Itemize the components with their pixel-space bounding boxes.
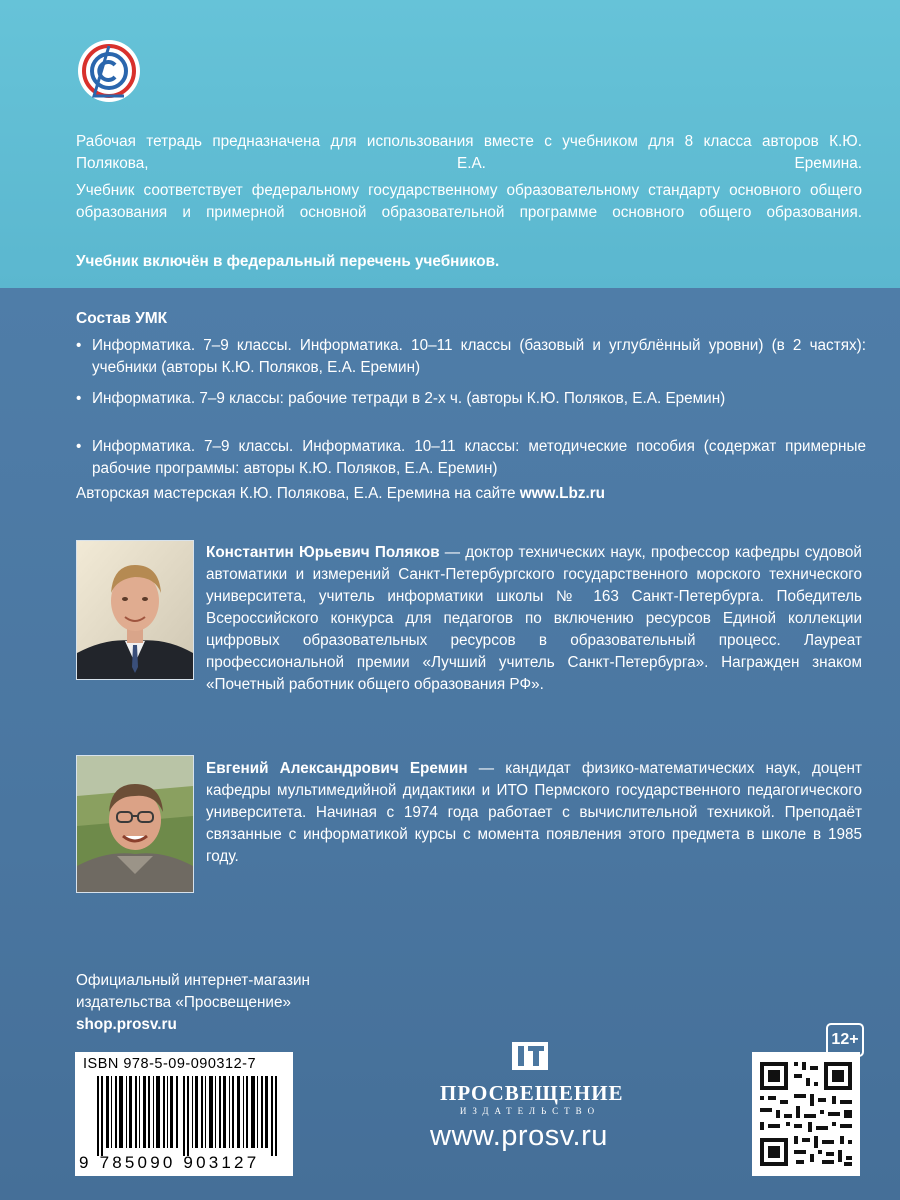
umk-item [76, 335, 866, 379]
publisher-subtitle: ИЗДАТЕЛЬСТВО [459, 1106, 601, 1116]
qr-code[interactable] [752, 1052, 860, 1176]
intro-paragraph-1: Рабочая тетрадь предназначена для использования вместе с учебником для 8 класса авторов К.Ю. Полякова, Е.А. Еремина. [76, 133, 862, 172]
author-site-link[interactable]: www.Lbz.ru [519, 485, 606, 502]
author-bio-eremin [206, 758, 862, 868]
shop-line-2: издательства «Просвещение» [76, 994, 291, 1011]
author-name: Константин Юрьевич Поляков [206, 544, 440, 561]
umk-item-text: Информатика. 7–9 классы. Информатика. 10–11 классы: методические пособия (содержат примерные рабочие программы: авторы К.Ю. Поляков, Е.А. Еремин) [92, 438, 866, 477]
shop-url[interactable]: shop.prosv.ru [76, 1016, 177, 1033]
intro-paragraph-2: Учебник соответствует федеральному государственному образовательному стандарту основного общего образования и примерной основной образовательной программе основного общего образования. [76, 182, 862, 221]
author-site-text: Авторская мастерская К.Ю. Полякова, Е.А. Еремина на сайте [76, 485, 516, 502]
umk-item [76, 388, 856, 432]
umk-title: Состав УМК [76, 310, 168, 327]
publisher-name: ПРОСВЕЩЕНИЕ [440, 1081, 624, 1105]
barcode-bars-icon [97, 1076, 287, 1156]
copyright-logo-icon [76, 38, 142, 104]
shop-info [76, 970, 310, 1036]
qr-code-icon [752, 1052, 860, 1176]
publisher-site[interactable]: www.prosv.ru [430, 1120, 608, 1152]
author-site-line [76, 483, 862, 505]
author-photo-polyakov [76, 540, 194, 680]
author-bio-polyakov [206, 542, 862, 696]
isbn-barcode [75, 1052, 293, 1176]
publisher-block [440, 1040, 624, 1116]
author-description: — доктор технических наук, профессор кафедры судовой автоматики и измерений Санкт-Петербургского государственного морского технического университета, учитель информатики школы № 163 Санкт-Петербурга. Победитель Всероссийского конкурса для педагогов по включению ресурсов Единой коллекции цифровых образовательных ресурсов в образовательный процесс. Лауреат профессиональной премии «Лучший учитель Санкт-Петербурга». Награжден знаком «Почетный работник общего образования РФ». [206, 544, 862, 693]
umk-item [76, 436, 866, 480]
umk-item-text: Информатика. 7–9 классы: рабочие тетради в 2-х ч. (авторы К.Ю. Поляков, Е.А. Еремин) [92, 390, 726, 407]
barcode-digits: 9 785090 903127 [79, 1153, 260, 1172]
author-name: Евгений Александрович Еремин [206, 760, 468, 777]
bullet-icon: • [76, 438, 82, 455]
author-photo-eremin [76, 755, 194, 893]
bullet-icon: • [76, 390, 82, 407]
shop-line-1: Официальный интернет-магазин [76, 972, 310, 989]
umk-item-text: Информатика. 7–9 классы. Информатика. 10–11 классы (базовый и углублённый уровни) (в 2 частях): учебники (авторы К.Ю. Поляков, Е.А. Еремин) [92, 337, 866, 376]
publisher-logo-icon [510, 1040, 550, 1072]
author-description: — кандидат физико-математических наук, доцент кафедры мультимедийной дидактики и ИТО Пермского государственного педагогического университета. Начиная с 1974 года работает с вычислительной техникой. Преподаёт связанные с информатикой курсы с момента появления этого предмета в школе в 1985 году. [206, 760, 862, 865]
bullet-icon: • [76, 337, 82, 354]
intro-paragraph-3: Учебник включён в федеральный перечень учебников. [76, 253, 500, 270]
isbn-text: ISBN 978-5-09-090312-7 [83, 1056, 257, 1072]
age-rating-badge: 12+ [826, 1023, 864, 1057]
